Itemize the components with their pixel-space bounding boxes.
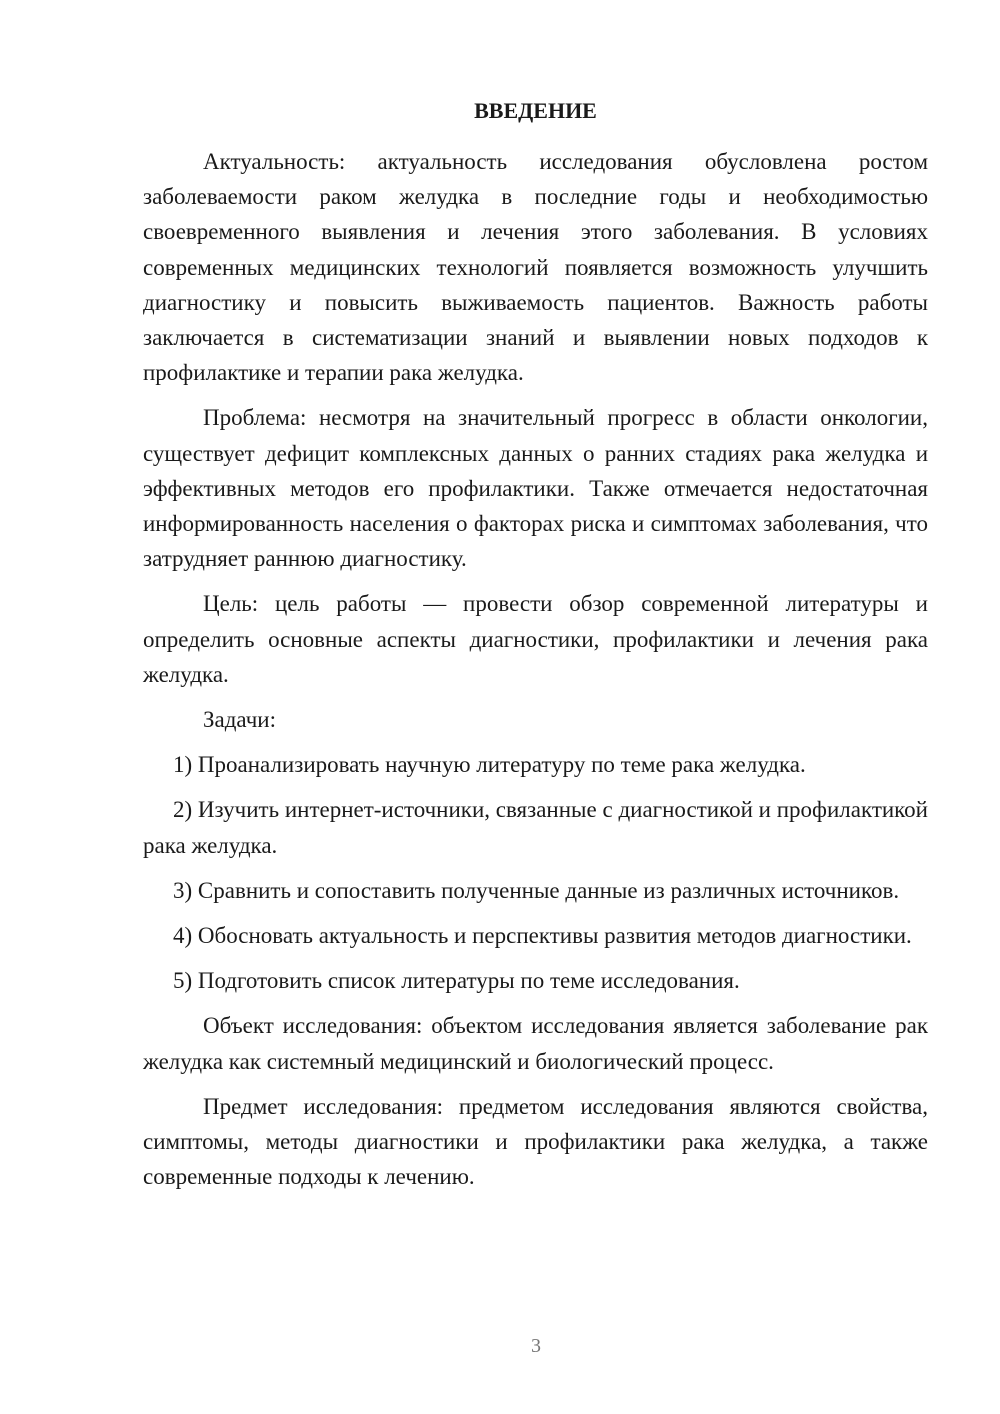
task-item-2: 2) Изучить интернет-источники, связанные с диагностикой и профилактикой рака желудка. <box>143 797 928 858</box>
page-number: 3 <box>531 1335 541 1357</box>
section-heading: ВВЕДЕНИЕ <box>474 98 597 123</box>
paragraph-problem: Проблема: несмотря на значительный прогресс в области онкологии, существует дефицит комплексных данных о ранних стадиях рака желудка и эффективных методов его профилактики. Также отмечается недостаточная информированность населения о факторах риска и симптомах заболевания, что затрудняет раннюю диагностику. <box>143 405 928 572</box>
paragraph-subject: Предмет исследования: предметом исследования являются свойства, симптомы, методы диагностики и профилактики рака желудка, а также современные подходы к лечению. <box>143 1093 928 1190</box>
task-item-1: 1) Проанализировать научную литературу по теме рака желудка. <box>173 752 806 778</box>
document-body <box>143 96 928 1204</box>
tasks-label: Задачи: <box>203 707 276 733</box>
task-item-3: 3) Сравнить и сопоставить полученные данные из различных источников. <box>173 877 900 903</box>
paragraph-object: Объект исследования: объектом исследования является заболевание рак желудка как системный медицинский и биологический процесс. <box>143 1013 928 1074</box>
paragraph-relevance: Актуальность: актуальность исследования обусловлена ростом заболеваемости раком желудка в последние годы и необходимостью своевременного выявления и лечения этого заболевания. В условиях современных медицинских технологий появляется возможность улучшить диагностику и повысить выживаемость пациентов. Важность работы заключается в систематизации знаний и выявлении новых подходов к профилактике и терапии рака желудка. <box>143 149 928 386</box>
task-item-4: 4) Обосновать актуальность и перспективы развития методов диагностики. <box>173 923 912 949</box>
paragraph-goal: Цель: цель работы — провести обзор современной литературы и определить основные аспекты диагностики, профилактики и лечения рака желудка. <box>143 591 928 687</box>
task-item-5: 5) Подготовить список литературы по теме исследования. <box>173 968 740 994</box>
